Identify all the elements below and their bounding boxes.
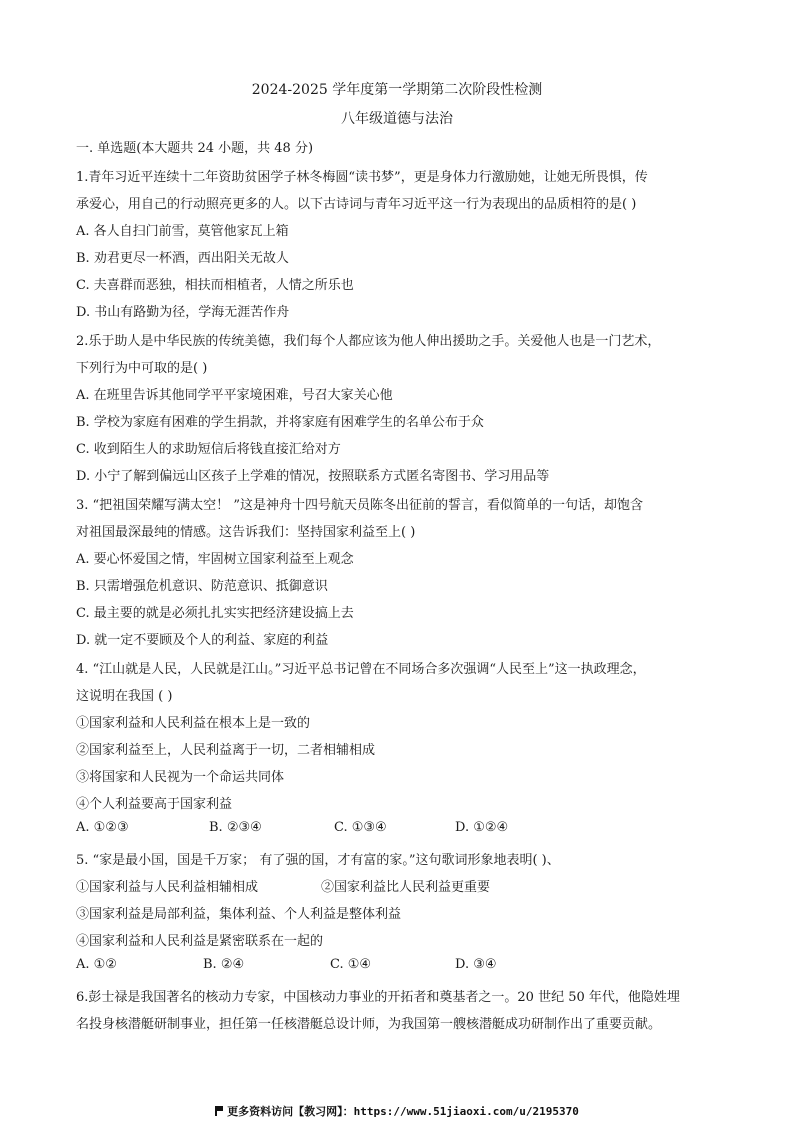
question-5-stem-line-1: 5. “家是最小国，国是千万家； 有了强的国，才有富的家。”这句歌词形象地表明( )、 bbox=[76, 853, 560, 868]
question-3-option-b: B. 只需增强危机意识、防范意识、抵御意识 bbox=[76, 579, 328, 594]
question-4-statement-2: ②国家利益至上，人民利益离于一切，二者相辅相成 bbox=[76, 743, 376, 758]
question-1-option-c: C. 夫喜群而恶独，相扶而相植者，人情之所乐也 bbox=[76, 278, 354, 293]
question-5-statement-4: ④国家利益和人民利益是紧密联系在一起的 bbox=[76, 934, 324, 949]
question-4-stem-line-1: 4. “江山就是人民，人民就是江山。”习近平总书记曾在不同场合多次强调“人民至上”这一执政理念， bbox=[76, 662, 646, 677]
question-2-option-a: A. 在班里告诉其他同学平平家境困难，号召大家关心他 bbox=[76, 388, 393, 403]
question-4-stem-line-2: 这说明在我国 ( ) bbox=[76, 689, 173, 704]
question-2-stem-line-1: 2.乐于助人是中华民族的传统美德，我们每个人都应该为他人伸出援助之手。关爱他人也是一门艺术， bbox=[76, 334, 661, 349]
question-5-statement-3: ③国家利益是局部利益，集体利益、个人利益是整体利益 bbox=[76, 907, 402, 922]
question-5-statement-1: ①国家利益与人民利益相辅相成 bbox=[76, 880, 259, 895]
question-1-option-d: D. 书山有路勤为径，学海无涯苦作舟 bbox=[76, 305, 290, 320]
question-4-statement-3: ③将国家和人民视为一个命运共同体 bbox=[76, 770, 285, 785]
question-2-option-b: B. 学校为家庭有困难的学生捐款，并将家庭有困难学生的名单公布于众 bbox=[76, 415, 484, 430]
question-6-stem-line-1: 6.彭士禄是我国著名的核动力专家，中国核动力事业的开拓者和奠基者之一。20 世纪 50 年代，他隐姓埋 bbox=[76, 990, 680, 1005]
question-2-option-d: D. 小宁了解到偏远山区孩子上学难的情况，按照联系方式匿名寄图书、学习用品等 bbox=[76, 469, 550, 484]
question-4-statement-1: ①国家利益和人民利益在根本上是一致的 bbox=[76, 716, 311, 731]
question-3-option-d: D. 就一定不要顾及个人的利益、家庭的利益 bbox=[76, 633, 329, 648]
question-3-option-a: A. 要心怀爱国之情，牢固树立国家利益至上观念 bbox=[76, 552, 354, 567]
footer-link[interactable] bbox=[0, 1103, 794, 1119]
question-3-stem-line-1: 3. “把祖国荣耀写满太空！ ”这是神舟十四号航天员陈冬出征前的誓言，看似简单的一句话，却饱含 bbox=[76, 498, 643, 513]
question-2-stem-line-2: 下列行为中可取的是( ) bbox=[76, 361, 208, 376]
question-6-stem-line-2: 名投身核潜艇研制事业，担任第一任核潜艇总设计师，为我国第一艘核潜艇成功研制作出了重要贡献。 bbox=[76, 1017, 662, 1032]
question-4-option-a: A. ①②③ bbox=[76, 820, 129, 835]
footer-text: 更多资料访问【教习网】：https://www.51jiaoxi.com/u/2195370 bbox=[227, 1105, 579, 1118]
flag-icon bbox=[215, 1106, 223, 1116]
section-heading: 一. 单选题(本大题共 24 小题，共 48 分) bbox=[76, 141, 314, 156]
question-1-stem-line-1: 1.青年习近平连续十二年资助贫困学子林冬梅圆“读书梦”，更是身体力行激励她，让她无所畏惧，传 bbox=[76, 170, 648, 185]
question-4-option-c: C. ①③④ bbox=[334, 820, 387, 835]
question-3-stem-line-2: 对祖国最深最纯的情感。这告诉我们：坚持国家利益至上( ) bbox=[76, 525, 416, 540]
question-5-option-a: A. ①② bbox=[76, 957, 117, 972]
question-1-option-b: B. 劝君更尽一杯酒，西出阳关无故人 bbox=[76, 251, 289, 266]
question-5-option-b: B. ②④ bbox=[203, 957, 245, 972]
exam-title: 2024-2025 学年度第一学期第二次阶段性检测 bbox=[251, 82, 543, 98]
question-1-option-a: A. 各人自扫门前雪，莫管他家瓦上箱 bbox=[76, 224, 289, 239]
exam-subtitle: 八年级道德与法治 bbox=[341, 111, 453, 127]
question-1-stem-line-2: 承爱心，用自己的行动照亮更多的人。以下古诗词与青年习近平这一行为表现出的品质相符的是( ) bbox=[76, 197, 637, 212]
question-4-option-d: D. ①②④ bbox=[455, 820, 509, 835]
question-4-option-b: B. ②③④ bbox=[209, 820, 262, 835]
question-5-option-c: C. ①④ bbox=[330, 957, 372, 972]
question-4-statement-4: ④个人利益要高于国家利益 bbox=[76, 797, 233, 812]
question-5-statement-2: ②国家利益比人民利益更重要 bbox=[321, 880, 491, 895]
question-2-option-c: C. 收到陌生人的求助短信后将钱直接汇给对方 bbox=[76, 442, 341, 457]
question-5-option-d: D. ③④ bbox=[455, 957, 497, 972]
question-3-option-c: C. 最主要的就是必须扎扎实实把经济建设搞上去 bbox=[76, 606, 354, 621]
